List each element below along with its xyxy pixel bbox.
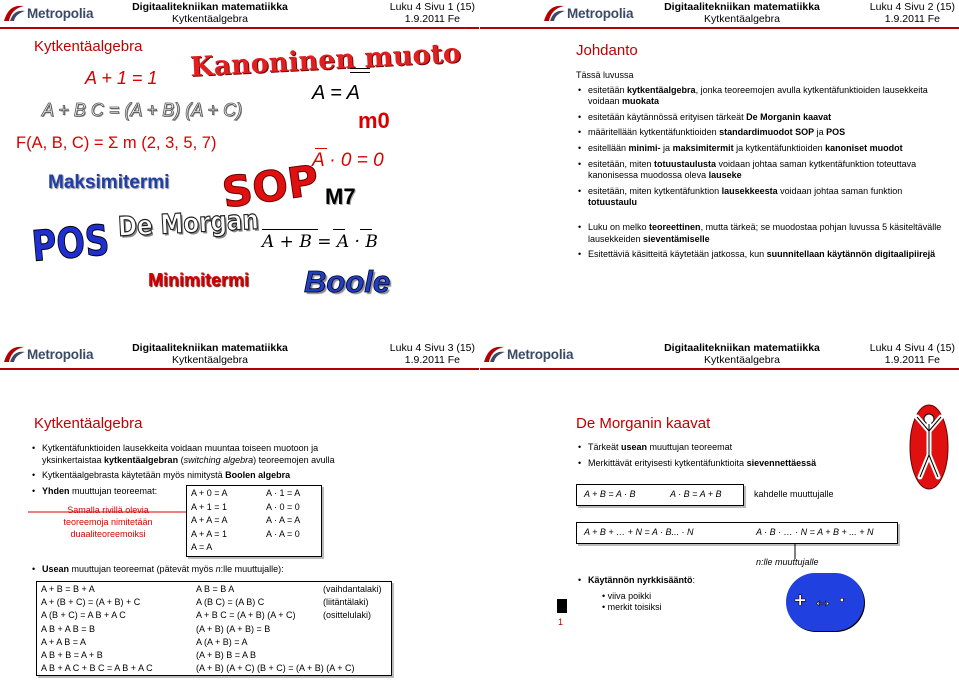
header-rule (0, 27, 479, 29)
slide-title: De Morganin kaavat (576, 415, 711, 432)
one-var-dual-theorem: A · A = 0 (266, 528, 300, 539)
multi-var-intro (30, 564, 370, 580)
slide-2 (480, 0, 959, 341)
page-number: Luku 4 Sivu 4 (15) (869, 342, 955, 354)
law-name: (osittelulaki) (323, 610, 372, 621)
intro-item: • esitellään minimi- ja maksimitermit ja kytkentäfunktioiden kanoniset muodot (576, 143, 951, 155)
slide-3 (0, 341, 479, 682)
de-morgan-equation: A + B = A · B (262, 232, 378, 252)
intro-item: • määritellään kytkentäfunktioiden standardimuodot SOP ja POS (576, 127, 951, 139)
metropolia-logo-icon (2, 2, 26, 24)
slide-header (0, 0, 479, 28)
header-date: 1.9.2011 Fe (404, 12, 461, 25)
law-name: (liitäntälaki) (323, 597, 369, 608)
intro-text: Tässä luvussa (576, 70, 634, 80)
course-name: Digitaalitekniikan matematiikka (664, 1, 820, 13)
logo-text: Metropolia (27, 5, 94, 21)
one-var-dual-theorem: A · 0 = 0 (266, 501, 300, 512)
header-date: 1.9.2011 Fe (884, 353, 941, 366)
course-subject: Kytkentäalgebra (704, 353, 780, 366)
header-page (390, 343, 475, 366)
multi-var-dual-theorem: (A + B) B = A B (196, 650, 257, 660)
eq-sigma-m: F(A, B, C) = Σ m (2, 3, 5, 7) (16, 134, 217, 152)
dual-theorem-note: Samalla rivillä olevia teoreemoja nimitetään duaaliteoreemoiksi (63, 505, 153, 539)
one-var-theorem: A = A (191, 542, 213, 552)
intro-item: • esitetään kytkentäalgebra, jonka teoreemojen avulla kytkentäfunktioiden lausekkeita voidaan muokata (576, 85, 951, 108)
minimitermi: Minimitermi (148, 270, 250, 290)
metropolia-logo (482, 343, 573, 365)
multi-var-dual-theorem: (A + B) (A + B) = B (196, 623, 271, 634)
one-var-dual-theorem: A · A = A (266, 515, 301, 525)
logo-text: Metropolia (507, 346, 574, 362)
summary-item: • Luku on melko teoreettinen, mutta tärkeä; se muodostaa pohjan luvussa 5 käsiteltävälle lausekkeiden sieventämiselle (576, 222, 951, 245)
multi-var-theorem: A B + A C + B C = A B + A C (41, 663, 153, 674)
bullet-kytkentaalgebra: • Kytkentäfunktioiden lausekkeita voidaan muuntaa toiseen muotoon ja yksinkertaistaa kytkentäalgebran (switching algebra) teoreemojen avulla (30, 443, 375, 466)
intro-item: • esitetään, miten totuustaulusta voidaan johtaa saman kytkentäfunktion toteuttava kanonisessa muodossa oleva lauseke (576, 159, 951, 182)
multi-var-dual-theorem: A (A + B) = A (196, 636, 248, 647)
header-page (870, 343, 955, 366)
demorgan-intro (576, 442, 906, 473)
note-bracket (28, 509, 188, 569)
dm-two-var-sum: A + B = A · B (584, 489, 636, 499)
one-var-theorem: A + A = 1 (191, 528, 228, 539)
kanoninen-muoto: Kanoninen muoto (189, 37, 462, 84)
plus-dot-swap-text: + ↔ · (794, 589, 846, 612)
slide-header (480, 0, 959, 28)
course-subject: Kytkentäalgebra (704, 12, 780, 25)
header-course (130, 2, 290, 25)
multi-var-dual-theorem: A B = B A (196, 584, 235, 594)
course-name: Digitaalitekniikan matematiikka (132, 1, 288, 13)
metropolia-logo (2, 2, 93, 24)
course-name: Digitaalitekniikan matematiikka (664, 342, 820, 354)
multi-var-dual-theorem: (A + B) (A + C) (B + C) = (A + B) (A + C) (196, 663, 355, 674)
header-course (662, 343, 822, 366)
intro-item: • esitetään käytännössä erityisen tärkeät De Morganin kaavat (576, 112, 951, 124)
one-var-theorem: A + 1 = 1 (191, 501, 228, 512)
intro-item: • esitetään, miten kytkentäfunktion lausekkeesta voidaan johtaa saman funktion totuustaulu (576, 186, 951, 209)
slide-title: Johdanto (576, 42, 638, 59)
one-var-theorem: A + 0 = A (191, 488, 228, 498)
rule-items (576, 591, 776, 614)
multi-var-theorem: A B + A B = B (41, 623, 96, 634)
maksimitermi: Maksimitermi (48, 172, 170, 193)
course-subject: Kytkentäalgebra (172, 12, 248, 25)
slide-4 (480, 341, 959, 682)
double-negation: A = A (312, 82, 360, 104)
rule-of-thumb (576, 575, 776, 614)
overline-a2 (333, 229, 345, 230)
bullet-yhden-muuttujan: • Yhden muuttujan teoreemat: (30, 486, 375, 498)
metropolia-logo-icon (2, 343, 26, 365)
dm-two-var-product: A · B = A + B (670, 489, 722, 499)
multi-var-dual-theorem: A (B C) = (A B) C (196, 597, 265, 608)
overline-a (315, 148, 327, 149)
header-rule (480, 368, 959, 370)
slide-title: Kytkentäalgebra (34, 415, 143, 432)
one-label: 1 (558, 617, 564, 627)
rule-heading: • Käytännön nyrkkisääntö: (576, 575, 776, 587)
overline-sum (262, 229, 318, 230)
course-subject: Kytkentäalgebra (172, 353, 248, 366)
page-number: Luku 4 Sivu 3 (15) (389, 342, 475, 354)
eq-a-dot-0: A · 0 = 0 (312, 150, 384, 171)
overline-b2 (360, 229, 372, 230)
metropolia-logo-icon (482, 343, 506, 365)
page-number: Luku 4 Sivu 2 (15) (869, 1, 955, 13)
eq-distributive: A + B C = (A + B) (A + C) (42, 100, 243, 120)
de-morgan-label: De Morgan (117, 204, 260, 243)
header-course (662, 2, 822, 25)
law-name: (vaihdantalaki) (323, 584, 382, 594)
note-pointer (780, 543, 810, 559)
header-course (130, 343, 290, 366)
bullet-boolen-algebra: • Kytkentäalgebrasta käytetään myös nimitystä Boolen algebra (30, 470, 375, 482)
slide-header (480, 341, 959, 369)
header-rule (0, 368, 479, 370)
slide-1 (0, 0, 479, 341)
sop-label: SOP (219, 155, 322, 218)
one-var-theorem: A + A = A (191, 515, 228, 525)
dm-n-var-note: n:lle muuttujalle (756, 557, 819, 567)
summary-item: • Esitettäviä käsitteitä käytetään jatkossa, kun suunnitellaan käytännön digitaalipiirejä (576, 249, 951, 261)
header-page (870, 2, 955, 25)
m7-label: M7 (325, 184, 356, 209)
multi-var-dual-theorem: A + B C = (A + B) (A + C) (196, 610, 296, 621)
metropolia-logo (542, 2, 633, 24)
slide-header (0, 341, 479, 369)
eq-a-plus-1: A + 1 = 1 (85, 68, 158, 88)
page-number: Luku 4 Sivu 1 (15) (389, 1, 475, 13)
multi-var-theorem: A (B + C) = A B + A C (41, 610, 126, 621)
metropolia-logo (2, 343, 93, 365)
intro-items (576, 85, 951, 209)
header-date: 1.9.2011 Fe (404, 353, 461, 366)
header-date: 1.9.2011 Fe (884, 12, 941, 25)
bullet-usean-muuttujan: • Tärkeät usean muuttujan teoreemat (576, 442, 906, 454)
logo-text: Metropolia (27, 346, 94, 362)
multi-var-theorem: A + A B = A (41, 636, 87, 647)
dm-n-var-product: A · B · … · N = A + B + ... + N (756, 527, 874, 537)
multi-var-theorem: A + (B + C) = (A + B) + C (41, 597, 141, 608)
summary-items (576, 222, 951, 261)
slide-title: Kytkentäalgebra (34, 38, 143, 55)
rule-item: • viiva poikki (602, 590, 652, 601)
metropolia-logo-icon (542, 2, 566, 24)
intro-list (576, 70, 951, 265)
dm-two-var-note: kahdelle muuttujalle (754, 489, 834, 499)
m0-label: m0 (358, 108, 390, 133)
header-page (390, 2, 475, 25)
one-var-dual-theorem: A · 1 = A (266, 488, 301, 498)
stop-sign-person-icon (908, 403, 950, 491)
pos-label: POS (29, 215, 112, 271)
multi-var-theorem: A B + B = A + B (41, 650, 103, 660)
dm-n-var-sum: A + B + … + N = A · B... · N (584, 527, 694, 537)
logo-text: Metropolia (567, 5, 634, 21)
boole-label: Boole (304, 264, 391, 299)
bullet-usean-muuttujan: • Usean muuttujan teoreemat (pätevät myös n:lle muuttujalle): (30, 564, 370, 576)
rule-item: • merkit toisiksi (602, 602, 662, 613)
bullet-sievennettaessa: • Merkittävät erityisesti kytkentäfunktioita sievennettäessä (576, 458, 906, 470)
multi-var-theorem: A + B = B + A (41, 584, 95, 594)
header-rule (480, 27, 959, 29)
one-black-bar (557, 599, 567, 613)
double-overline (350, 68, 370, 73)
course-name: Digitaalitekniikan matematiikka (132, 342, 288, 354)
